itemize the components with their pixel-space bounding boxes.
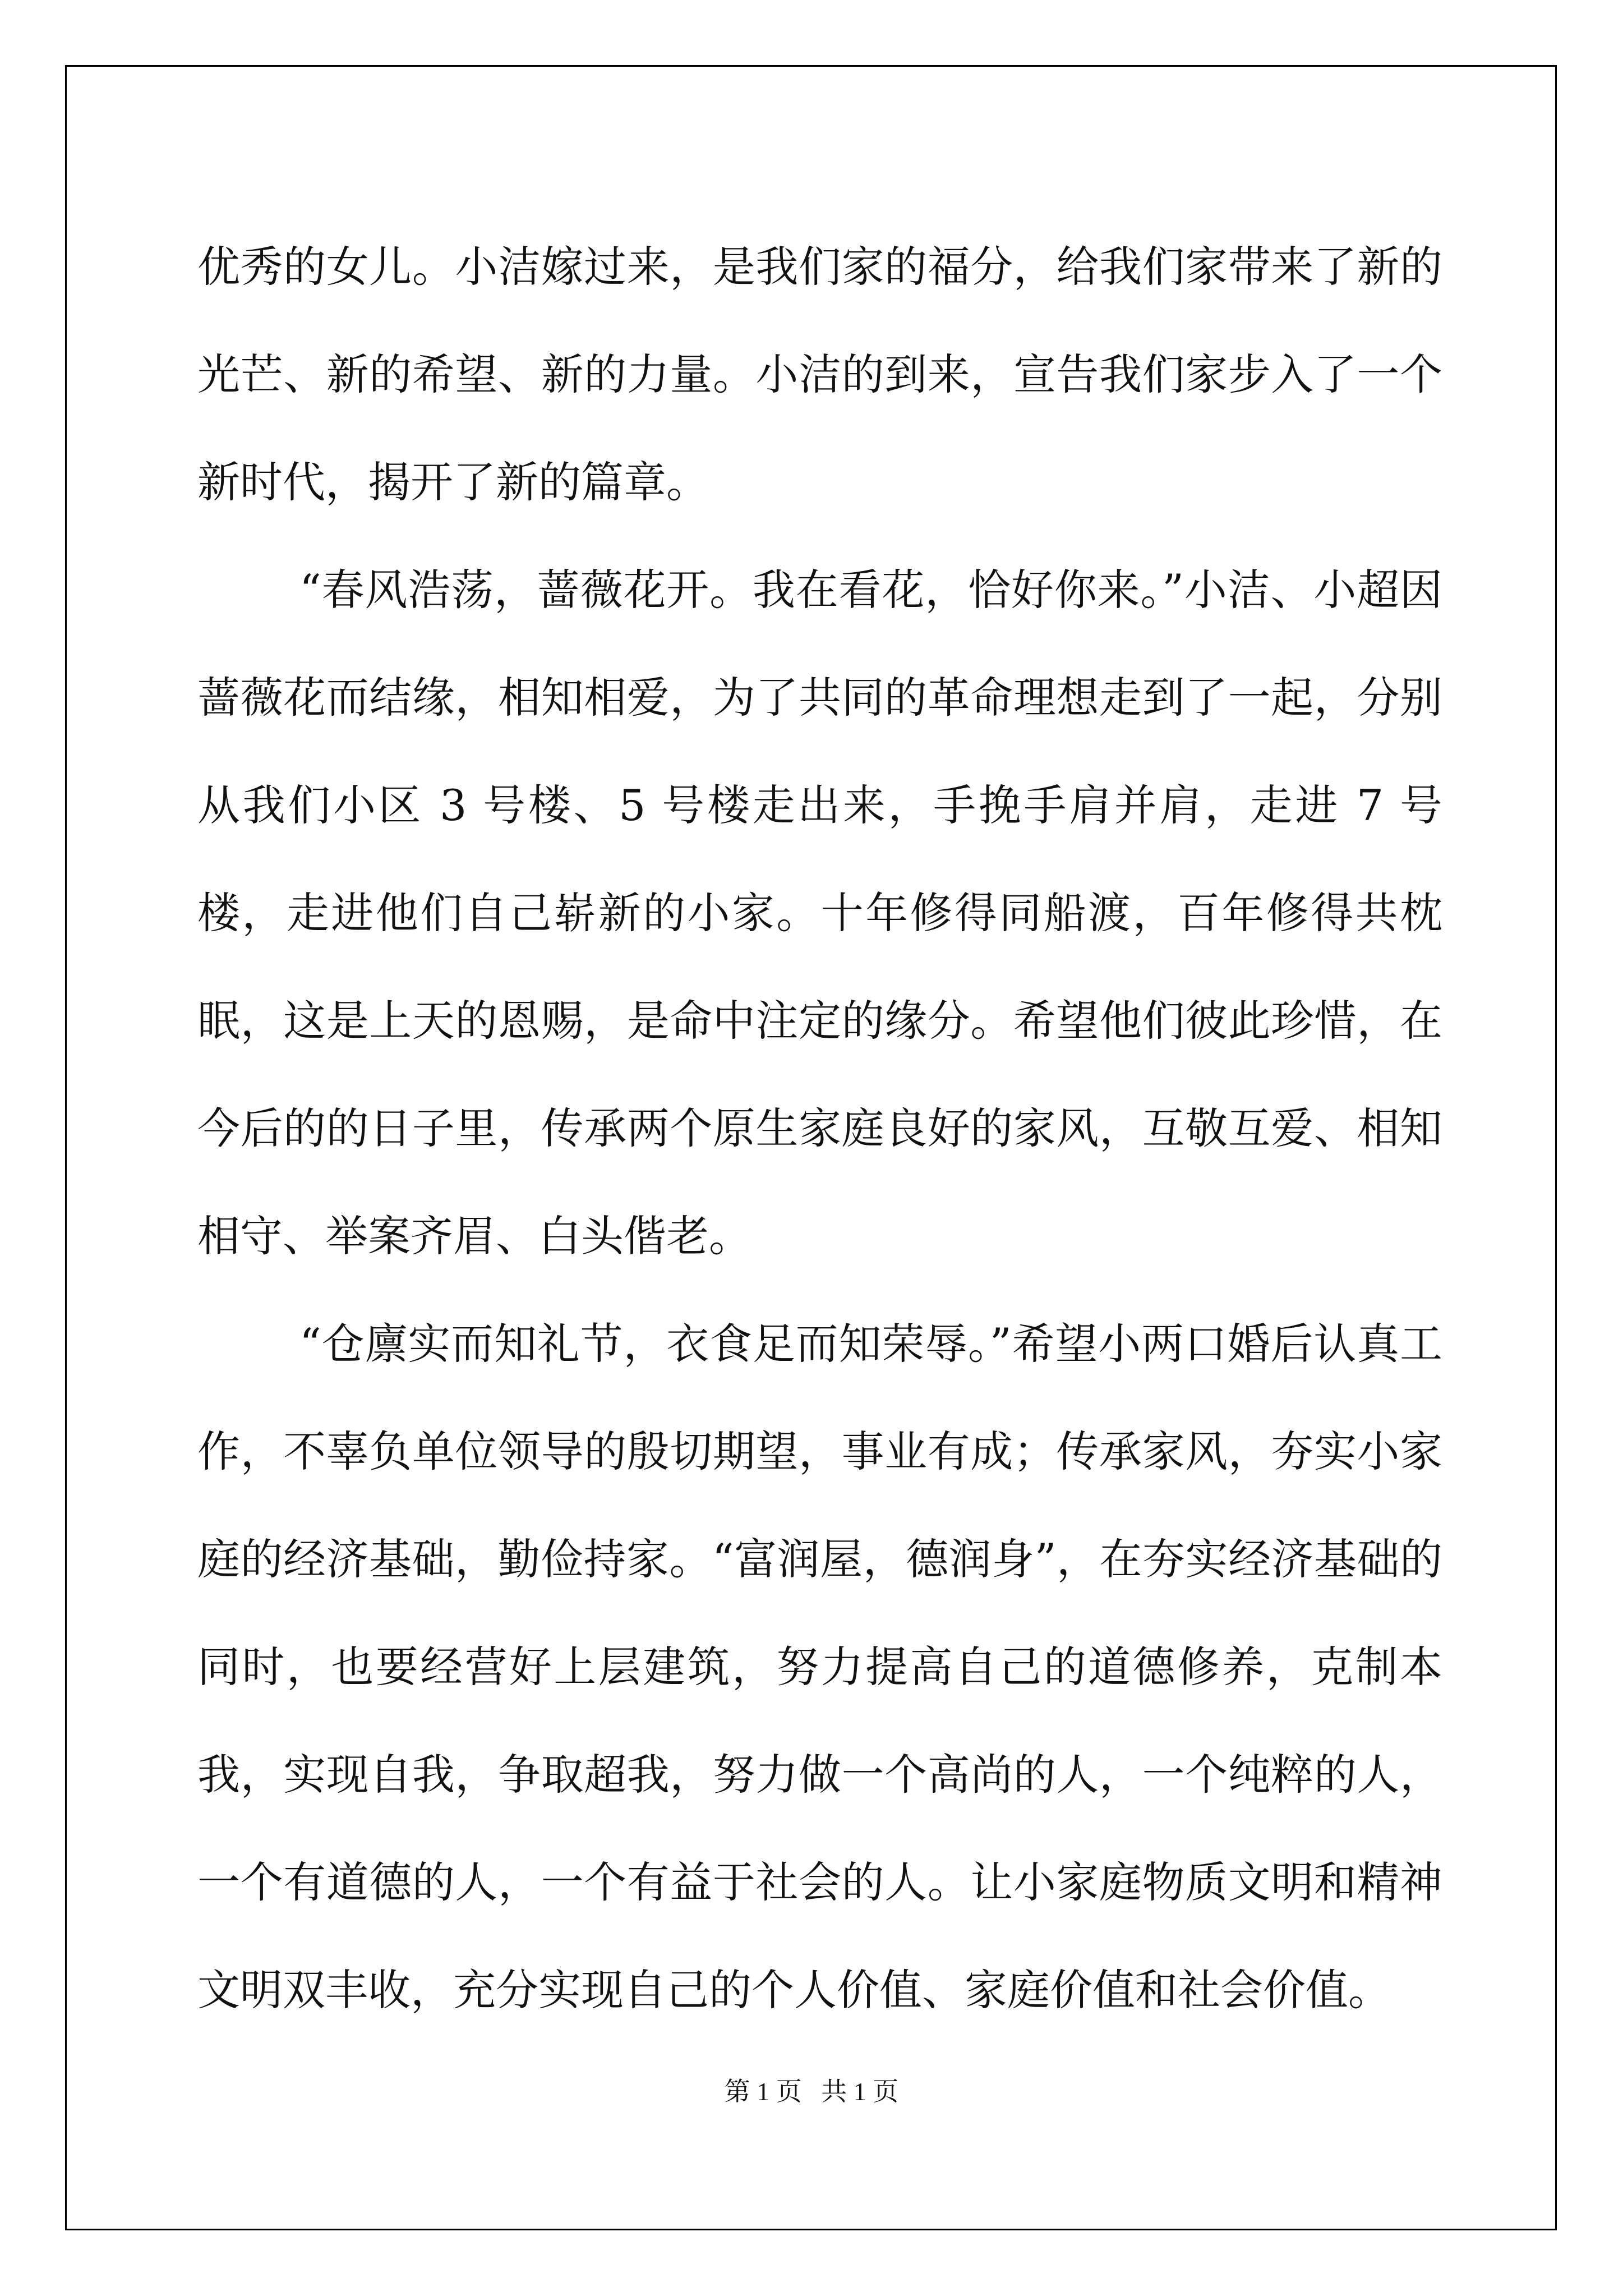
paragraph-3: “仓廪实而知礼节，衣食足而知荣辱。”希望小两口婚后认真工作，不辜负单位领导的殷切期望，事业有成；传承家风，夯实小家庭的经济基础，勤俭持家。“富润屋，德润身”，在夯实经济基础的同时，也要经营好上层建筑，努力提高自己的道德修养，克制本我，实现自我，争取超我，努力做一个高尚的人，一个纯粹的人，一个有道德的人，一个有益于社会的人。让小家庭物质文明和精神文明双丰收，充分实现自己的个人价值、家庭价值和社会价值。	[197, 1319, 1442, 2015]
paragraph-2: “春风浩荡，蔷薇花开。我在看花，恰好你来。”小洁、小超因蔷薇花而结缘，相知相爱，为了共同的革命理想走到了一起，分别从我们小区 3 号楼、5 号楼走出来，手挽手肩并肩，走进 7 号楼，走进他们自己崭新的小家。十年修得同船渡，百年修得共枕眠，这是上天的恩赐，是命中注定的缘分。希望他们彼此珍惜，在今后的的日子里，传承两个原生家庭良好的家风，互敬互爱、相知相守、举案齐眉、白头偕老。	[197, 565, 1442, 1261]
document-body	[197, 213, 1442, 2044]
paragraph-1: 优秀的女儿。小洁嫁过来，是我们家的福分，给我们家带来了新的光芒、新的希望、新的力量。小洁的到来，宣告我们家步入了一个新时代，揭开了新的篇章。	[197, 242, 1442, 507]
page-number: 第 1 页 共 1 页	[724, 2077, 899, 2106]
